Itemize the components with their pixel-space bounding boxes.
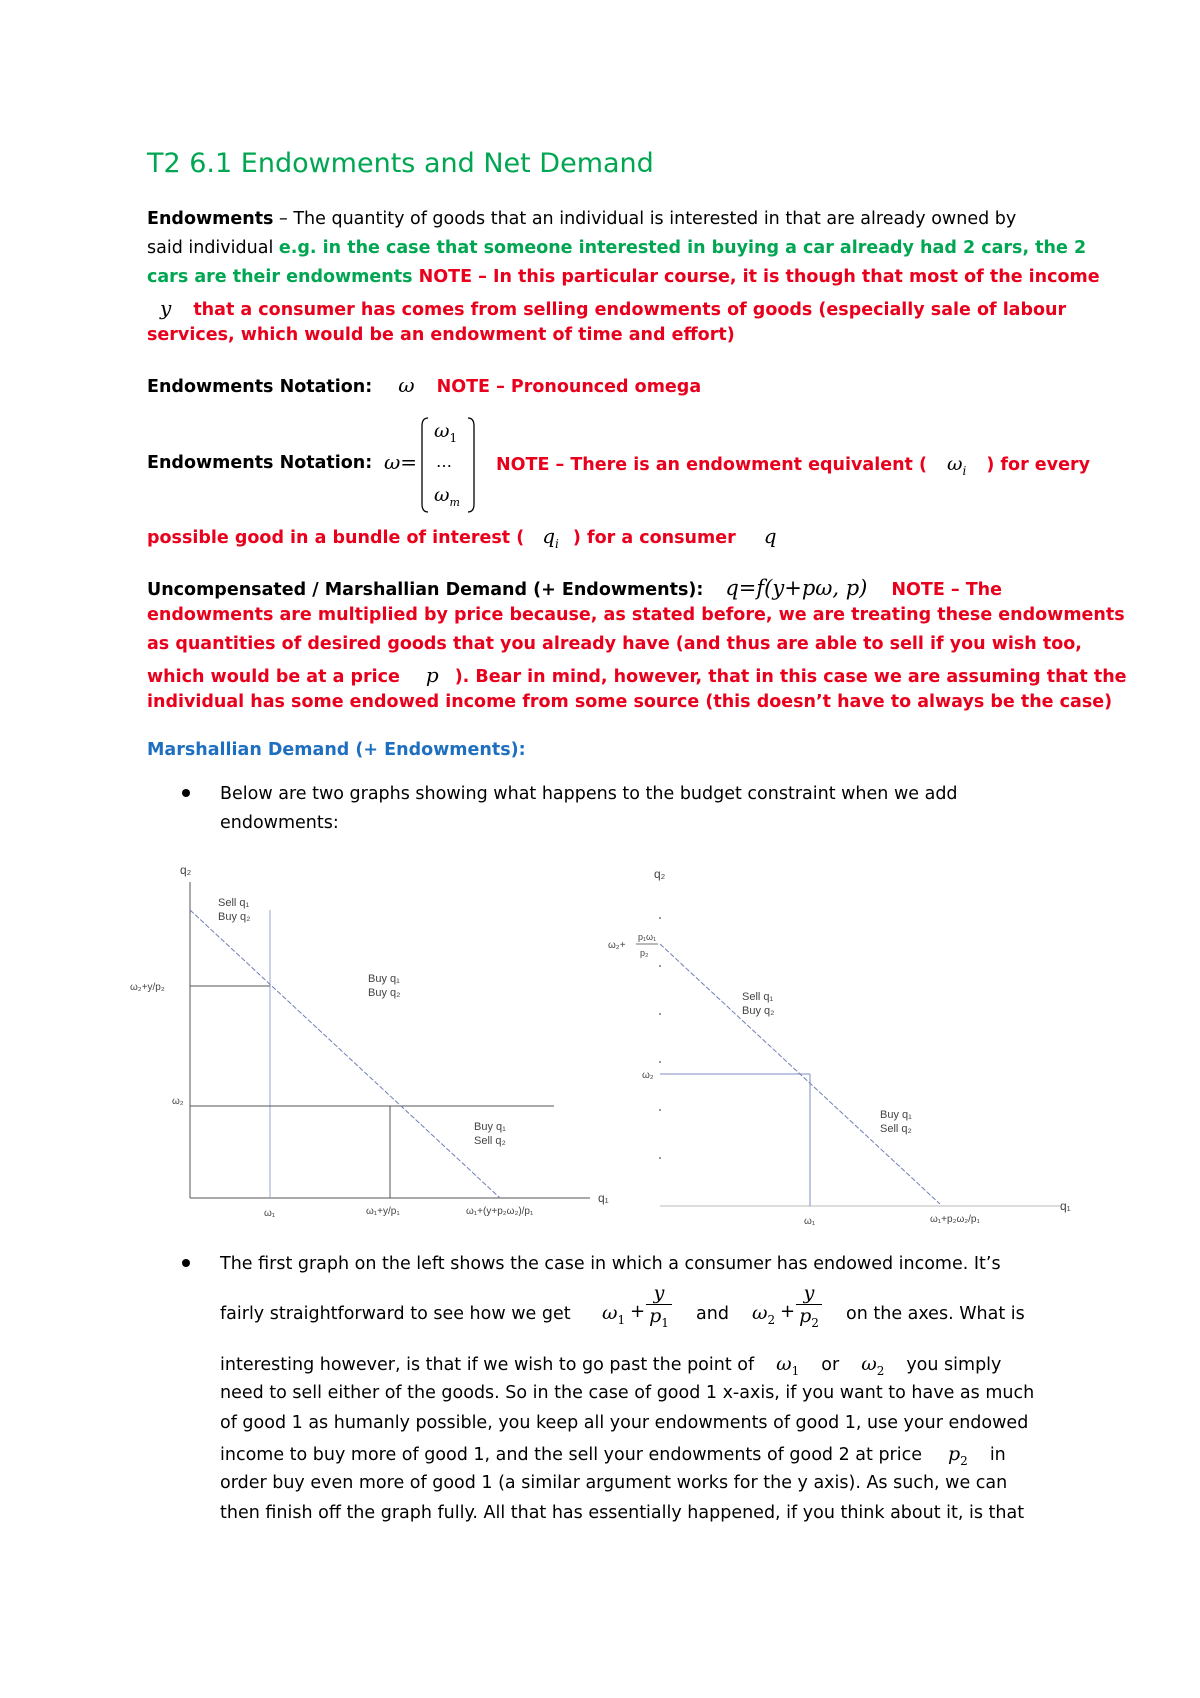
q-i-symbol — [542, 524, 559, 551]
past-point-w1-sub: 1 — [791, 1363, 800, 1378]
definition-line-1 — [147, 209, 1016, 230]
notation-note-a: NOTE – There is an endowment equivalent ( — [496, 455, 927, 475]
formula-p2-symbol: p — [799, 1305, 812, 1327]
bullet-2-line-1: The first graph on the left shows the case in which a consumer has endowed income. It’s — [220, 1254, 1001, 1274]
graph-right-region-top-2: Buy q₂ — [742, 1005, 775, 1017]
bullet-2-line-2a: fairly straightforward to see how we get — [220, 1304, 571, 1324]
formula-y-over-p1-den — [646, 1304, 672, 1330]
notation-label-2: Endowments Notation: — [147, 453, 373, 473]
formula-p1-symbol: p — [649, 1305, 662, 1327]
formula-w2-base — [752, 1302, 775, 1327]
graph-left-xtick-end: ω₁+(y+p₂ω₂)/p₁ — [466, 1206, 534, 1217]
graph-left-region-bot-2: Sell q₂ — [474, 1135, 506, 1147]
graph-left-xtick-w1: ω₁ — [264, 1208, 276, 1219]
graph-left-region-top-2: Buy q₂ — [218, 911, 251, 923]
marshallian-line-2: endowments are multiplied by price because, as stated before, we are treating these endowments — [147, 605, 1125, 625]
formula-w1-plus: + — [630, 1301, 646, 1322]
graph-left-xtick-mid: ω₁+y/p₁ — [366, 1206, 400, 1217]
formula-w1-symbol: ω — [602, 1302, 618, 1324]
marshallian-label: Uncompensated / Marshallian Demand (+ Endowments): — [147, 580, 704, 600]
graph-right — [600, 852, 1080, 1232]
graph-left-xlabel: q₁ — [598, 1191, 609, 1205]
bullet-2-or: or — [821, 1355, 840, 1375]
bullet-1-line-1: Below are two graphs showing what happens to the budget constraint when we add — [220, 784, 958, 804]
formula-y-over-p1 — [646, 1282, 672, 1330]
formula-p2-sub: 2 — [811, 1315, 819, 1330]
note-text: NOTE – In this particular course, it is though that most of the income — [418, 267, 1100, 287]
section-heading: Marshallian Demand (+ Endowments): — [147, 740, 526, 760]
q-i-base: q — [542, 524, 556, 548]
vector-bottom-sub: m — [449, 495, 460, 509]
graph-right-xtick-end: ω₁+p₂ω₂/p₁ — [930, 1214, 980, 1225]
graph-left-ytick-top: ω₂+y/p₂ — [130, 982, 165, 993]
past-point-w1 — [776, 1353, 800, 1378]
vector-bottom — [434, 484, 460, 509]
marshallian-line-5: individual has some endowed income from some source (this doesn’t have to always be the case) — [147, 692, 1113, 712]
bullet-2-line-3a: interesting however, is that if we wish to go past the point of — [220, 1355, 755, 1375]
marshallian-line-4 — [147, 663, 1127, 688]
bullet-2-line-4: need to sell either of the goods. So in the case of good 1 x-axis, if you want to have as much — [220, 1383, 1035, 1403]
bullet-1-line-2: endowments: — [220, 813, 339, 833]
vector-top — [434, 420, 457, 445]
price-text: which would be at a price — [147, 667, 400, 687]
price-text-2: ). Bear in mind, however, that in this case we are assuming that the — [454, 667, 1127, 687]
formula-y-over-p2-den — [796, 1304, 822, 1330]
omega-i-symbol — [947, 453, 967, 478]
example-text-2: cars are their endowments — [147, 267, 419, 287]
example-text: e.g. in the case that someone interested in buying a car already had 2 cars, the 2 — [278, 238, 1087, 258]
graph-left-region-mid-1: Buy q₁ — [368, 973, 400, 985]
bullet-2-line-3b: you simply — [906, 1355, 1002, 1375]
notation-note — [496, 453, 1090, 478]
omega-note: NOTE – Pronounced omega — [436, 377, 702, 397]
notation-label: Endowments Notation: — [147, 377, 373, 397]
formula-and: and — [696, 1304, 729, 1324]
price-p2-sub: 2 — [960, 1453, 968, 1468]
bullet-dot-1 — [182, 789, 190, 797]
marshallian-formula: q=f(y+pω, p) — [725, 576, 868, 600]
omega-i-base: ω — [947, 453, 963, 475]
price-variable: p — [425, 663, 439, 687]
vector-mid: … — [436, 452, 452, 471]
bullet-2-line-6 — [220, 1443, 1006, 1468]
graph-left-ylabel: q₂ — [180, 863, 192, 877]
graph-left-region-bot-1: Buy q₁ — [474, 1121, 506, 1133]
page-title: T2 6.1 Endowments and Net Demand — [147, 148, 654, 179]
vector-top-sub: 1 — [449, 430, 458, 445]
past-point-w2-symbol: ω — [861, 1353, 877, 1375]
marshallian-note: NOTE – The — [891, 580, 1003, 600]
consumer-text: ) for a consumer — [572, 528, 736, 548]
graph-left-ytick-w2: ω₂ — [172, 1096, 184, 1107]
price-p2 — [948, 1443, 968, 1468]
definition-text: – The quantity of goods that an individual is interested in that are already owned by — [273, 209, 1017, 229]
income-variable: y — [160, 296, 172, 320]
past-point-w2-sub: 2 — [876, 1363, 885, 1378]
note-text-2: that a consumer has comes from selling endowments of goods (especially sale of labour — [193, 300, 1067, 320]
bullet-2-line-7: order buy even more of good 1 (a similar argument works for the y axis). As such, we can — [220, 1473, 1008, 1493]
definition-line-3 — [147, 267, 1100, 288]
graph-right-ylabel: q₂ — [654, 867, 666, 881]
formula-w1-sub: 1 — [617, 1312, 626, 1327]
vector-lhs: ω= — [384, 450, 418, 474]
bullet-2-line-8: then finish off the graph fully. All that has essentially happened, if you think about it, is that — [220, 1503, 1025, 1523]
graph-left-budget-line — [190, 910, 500, 1198]
definition-line-4 — [160, 296, 1066, 321]
formula-w2-symbol: ω — [752, 1302, 768, 1324]
bullet-2-line-2b: on the axes. What is — [846, 1304, 1025, 1324]
graph-right-xtick-w1: ω₁ — [804, 1216, 816, 1227]
bullet-dot-2 — [182, 1259, 190, 1267]
graph-left — [120, 852, 610, 1232]
notation-note-b: ) for every — [986, 455, 1090, 475]
definition-line-5: services, which would be an endowment of time and effort) — [147, 325, 735, 345]
notation-line-3 — [147, 524, 777, 551]
vector-top-symbol: ω — [434, 420, 450, 442]
bundle-text: possible good in a bundle of interest ( — [147, 528, 525, 548]
graph-right-region-bot-2: Sell q₂ — [880, 1123, 912, 1135]
graph-left-region-mid-2: Buy q₂ — [368, 987, 401, 999]
graph-right-region-bot-1: Buy q₁ — [880, 1109, 912, 1121]
past-point-w1-symbol: ω — [776, 1353, 792, 1375]
omega-symbol: ω — [398, 373, 415, 397]
bullet-2-line-3 — [220, 1353, 1001, 1378]
bullet-2-line-6a: income to buy more of good 1, and the sell your endowments of good 2 at price — [220, 1445, 922, 1465]
omega-i-sub: i — [962, 463, 967, 478]
graph-right-dotted-y-axis — [659, 917, 661, 1159]
vector-bottom-symbol: ω — [434, 484, 450, 506]
bullet-2-line-6b: in — [989, 1445, 1006, 1465]
q-symbol: q — [763, 524, 777, 548]
price-p2-symbol: p — [948, 1443, 961, 1465]
definition-text-2: said individual — [147, 238, 279, 258]
formula-y-over-p1-num: y — [653, 1282, 665, 1304]
bullet-2-line-5: of good 1 as humanly possible, you keep all your endowments of good 1, use your endowed — [220, 1413, 1029, 1433]
formula-w2-sub: 2 — [767, 1312, 776, 1327]
formula-w1-base — [602, 1302, 625, 1327]
formula-y-over-p2-num: y — [803, 1282, 815, 1304]
graph-right-ytick-top-den: p₂ — [640, 948, 649, 958]
graph-right-region-top-1: Sell q₁ — [742, 991, 774, 1003]
marshallian-line-1 — [147, 576, 1002, 601]
graph-right-ytick-w2: ω₂ — [642, 1070, 654, 1081]
definition-line-2 — [147, 238, 1086, 259]
graph-right-ytick-top-num: p₁ω₁ — [638, 932, 657, 942]
formula-w2-plus: + — [780, 1301, 796, 1322]
graph-left-region-top-1: Sell q₁ — [218, 897, 250, 909]
graph-right-ytick-top-a: ω₂+ — [608, 940, 626, 951]
formula-p1-sub: 1 — [661, 1315, 669, 1330]
formula-y-over-p2 — [796, 1282, 822, 1330]
q-i-sub: i — [555, 537, 559, 551]
past-point-w2 — [861, 1353, 885, 1378]
marshallian-line-3: as quantities of desired goods that you already have (and thus are able to sell if you wish too, — [147, 634, 1082, 654]
notation-line-1 — [147, 373, 701, 398]
endowments-term: Endowments — [147, 209, 274, 229]
graph-right-xlabel: q₁ — [1060, 1199, 1071, 1213]
